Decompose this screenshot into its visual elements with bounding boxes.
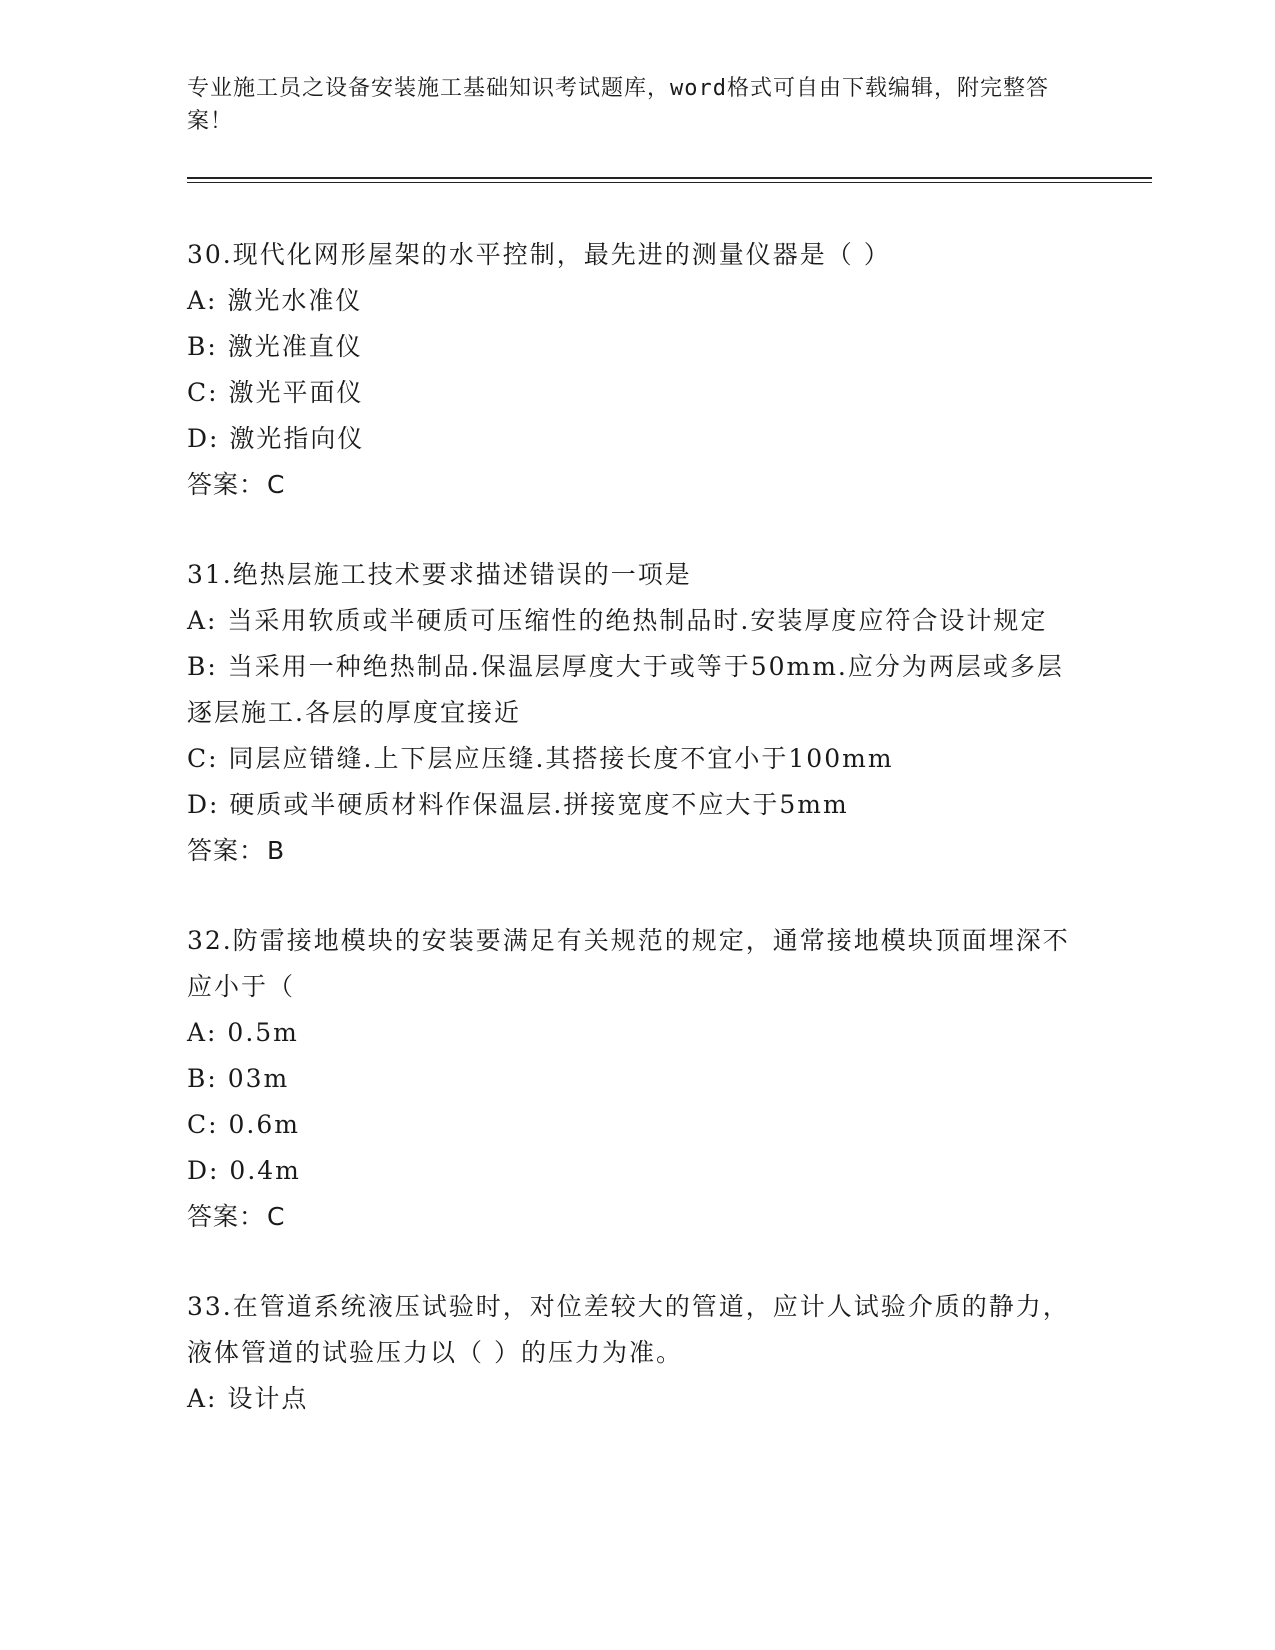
option-d: D: 硬质或半硬质材料作保温层.拼接宽度不应大于5mm xyxy=(187,790,849,819)
answer-value: C xyxy=(267,1202,286,1231)
header-divider xyxy=(187,177,1152,179)
answer-label: 答案： xyxy=(187,1202,266,1231)
answer-line xyxy=(187,828,1087,874)
option-a: A: 当采用软质或半硬质可压缩性的绝热制品时.安装厚度应符合设计规定 xyxy=(187,606,1048,635)
option-b: B: 当采用一种绝热制品.保温层厚度大于或等于50mm.应分为两层或多层逐层施工.各层的厚度宜接近 xyxy=(187,652,1064,727)
question-31 xyxy=(187,552,1087,874)
option-c: C: 激光平面仪 xyxy=(187,378,364,407)
question-stem: 32.防雷接地模块的安装要满足有关规范的规定，通常接地模块顶面埋深不应小于（ xyxy=(187,926,1070,1001)
option-d: D: 激光指向仪 xyxy=(187,424,365,453)
option-b: B: 激光准直仪 xyxy=(187,332,363,361)
option-a: A: 0.5m xyxy=(187,1018,299,1047)
answer-label: 答案： xyxy=(187,470,266,499)
question-stem: 33.在管道系统液压试验时，对位差较大的管道，应计人试验介质的静力，液体管道的试验压力以（ ）的压力为准。 xyxy=(187,1292,1070,1367)
option-c: C: 0.6m xyxy=(187,1110,300,1139)
question-stem: 30.现代化网形屋架的水平控制，最先进的测量仪器是（ ） xyxy=(187,240,891,269)
answer-value: C xyxy=(267,470,286,499)
option-a: A: 设计点 xyxy=(187,1384,309,1413)
answer-value: B xyxy=(267,836,286,865)
question-30 xyxy=(187,232,1087,508)
question-list xyxy=(187,232,1087,1466)
option-b: B: 03m xyxy=(187,1064,290,1093)
option-d: D: 0.4m xyxy=(187,1156,301,1185)
option-c: C: 同层应错缝.上下层应压缝.其搭接长度不宜小于100mm xyxy=(187,744,894,773)
option-a: A: 激光水准仪 xyxy=(187,286,363,315)
question-stem: 31.绝热层施工技术要求描述错误的一项是 xyxy=(187,560,692,589)
answer-label: 答案： xyxy=(187,836,266,865)
answer-line xyxy=(187,1194,1087,1240)
question-33 xyxy=(187,1284,1087,1422)
header-divider-thin xyxy=(187,182,1152,183)
answer-line xyxy=(187,462,1087,508)
question-32 xyxy=(187,918,1087,1240)
document-header: 专业施工员之设备安装施工基础知识考试题库，word格式可自由下载编辑，附完整答案！ xyxy=(187,76,1049,134)
